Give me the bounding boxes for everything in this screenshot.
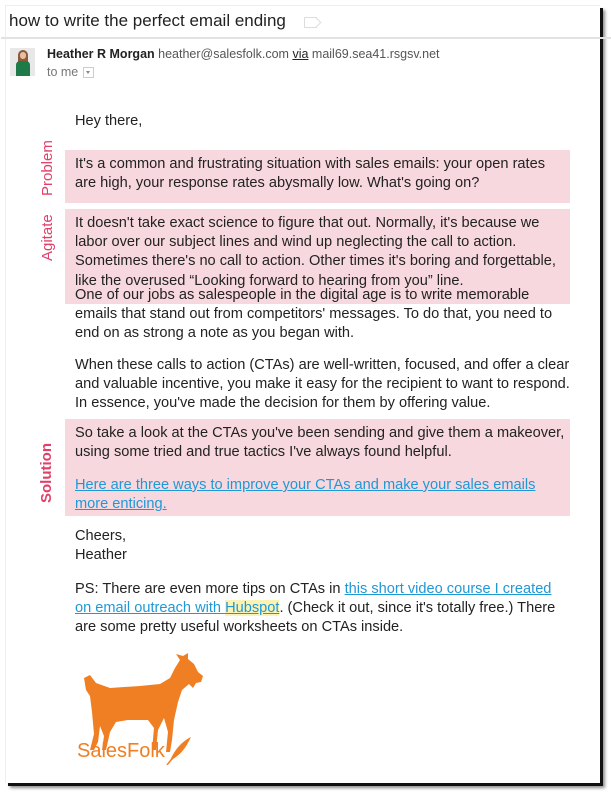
via-link[interactable]: via (292, 47, 309, 61)
paragraph-ctas: When these calls to action (CTAs) are well-written, focused, and offer a clear and valuable incentive, you make it easy for the recipient to want to respond. In essence, you've made the decision for them by offering value. (75, 357, 570, 412)
ps-prefix: PS: There are even more tips on CTAs in (75, 581, 345, 597)
sender-avatar[interactable] (10, 48, 35, 76)
salesfolk-logo-text: SalesFolk (77, 740, 165, 762)
sender-line (47, 47, 440, 61)
greeting: Hey there, (75, 113, 143, 129)
subject-row (9, 6, 317, 36)
signoff: Cheers, (75, 528, 127, 544)
video-course-link[interactable]: this short video course I created on email outreach with Hubspot (75, 581, 552, 617)
recipient-line (47, 65, 94, 79)
signature: Heather (75, 547, 127, 563)
annotation-agitate: Agitate (39, 214, 56, 261)
agitate-paragraph: It doesn't take exact science to figure that out. Normally, it's because we labor over our subject lines and wind up neglecting the call to action. Sometimes there's no call to action. Other times it's boring and forgettable, like the overused “Looking forward to hearing from you” line. (75, 215, 556, 289)
header-divider (1, 37, 611, 39)
solution-link[interactable]: Here are three ways to improve your CTAs and make your sales emails more enticing. (75, 477, 536, 513)
via-server: mail69.sea41.rsgsv.net (311, 47, 440, 61)
ps-paragraph (75, 580, 570, 638)
ps-suffix: . (Check it out, since it's totally free.) There are some pretty useful worksheets on CTAs inside. (75, 600, 556, 636)
paragraph-digital-age: One of our jobs as salespeople in the digital age is to write memorable emails that stand out from competitors' messages. To do that, you need to end on as strong a note as you began with. (75, 287, 553, 342)
label-tag-icon[interactable] (304, 17, 317, 28)
solution-paragraph: So take a look at the CTAs you've been sending and give them a makeover, using some tried and true tactics I've always found helpful. (75, 425, 565, 461)
feather-quill-icon (165, 735, 193, 765)
sender-name[interactable]: Heather R Morgan (47, 47, 155, 61)
details-dropdown-icon[interactable] (83, 67, 94, 78)
annotation-problem: Problem (39, 140, 56, 196)
problem-paragraph: It's a common and frustrating situation with sales emails: your open rates are high, your response rates abysmally low. What's going on? (75, 156, 546, 192)
annotation-solution: Solution (38, 443, 55, 503)
sender-email: heather@salesfolk.com (158, 47, 289, 61)
email-subject: how to write the perfect email ending (9, 11, 286, 30)
recipient-label: to me (47, 65, 79, 79)
hubspot-highlight[interactable]: Hubspot (225, 600, 280, 617)
